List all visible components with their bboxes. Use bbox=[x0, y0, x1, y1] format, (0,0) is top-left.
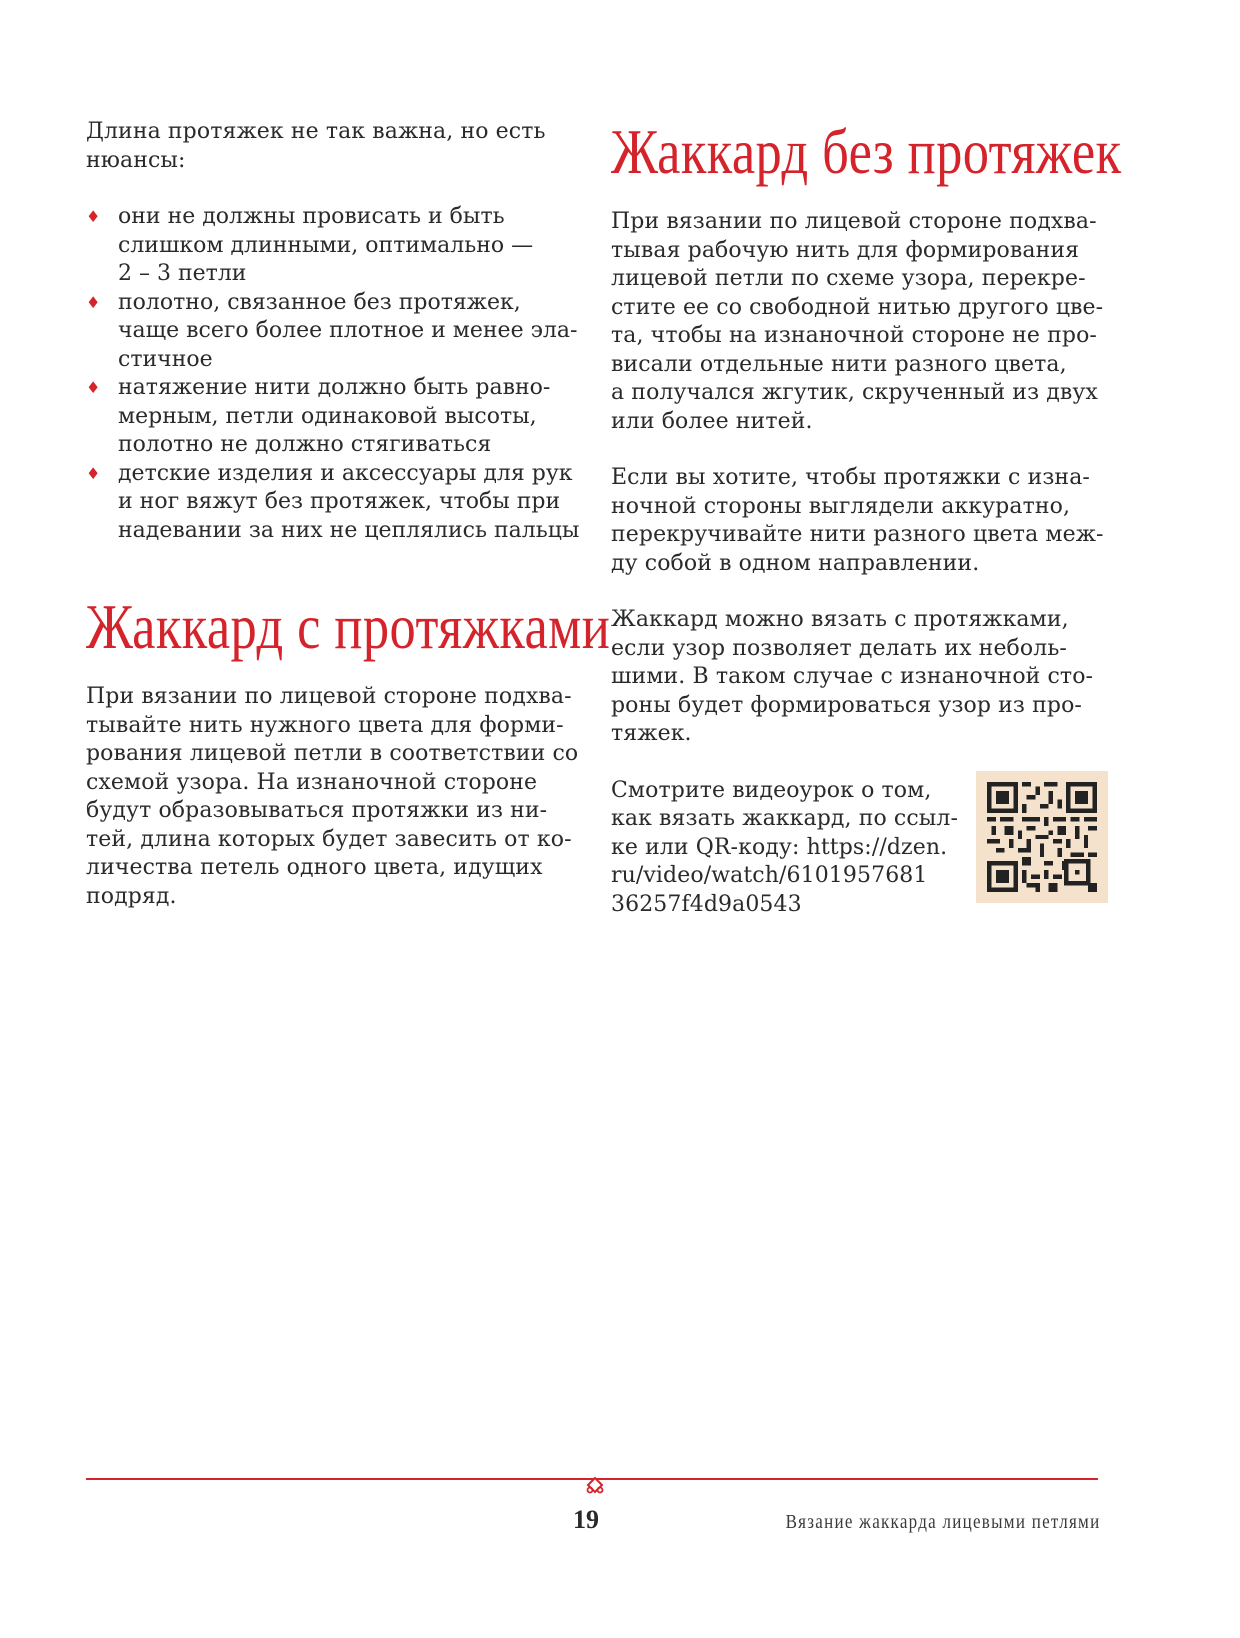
list-item: ♦ детские изделия и аксессуары для рук и ног вяжут без протяжек, чтобы при надевании за них не цеплялись пальцы bbox=[86, 460, 580, 543]
running-title: Вязание жаккарда лицевыми петлями bbox=[785, 1511, 1100, 1533]
heading-with-floats: Жаккард с протяжками bbox=[86, 591, 611, 662]
list-item: ♦ полотно, связанное без протяжек, чаще всего более плотное и менее эла- стичное bbox=[86, 289, 578, 372]
without-floats-paragraph: При вязании по лицевой стороне подхва- тывая рабочую нить для формирования лицевой петли по схеме узора, перекре- стите ее со свободной нитью другого цве- та, чтобы на изнаночной стороне не про- висали отдельные нити разного цвета, а получался жгутик, скрученный из двух или более нитей. bbox=[611, 209, 1104, 434]
list-item: ♦ они не должны провисать и быть слишком длинными, оптимально — 2 – 3 петли bbox=[86, 204, 534, 286]
qr-code[interactable] bbox=[976, 771, 1108, 903]
video-link-paragraph[interactable]: Смотрите видеоурок о том, как вязать жаккард, по ссыл- ке или QR-коду: https://dzen. ru/video/watch/6101957681 36257f4d9a0543 bbox=[611, 777, 958, 917]
with-floats-paragraph: При вязании по лицевой стороне подхва- тывайте нить нужного цвета для форми- рования лицевой петли в соответствии со схемой узора. На изнаночной стороне будут образовываться протяжки из ни- тей, длина которых будет завесить от ко- личества петель одного цвета, идущих подряд. bbox=[86, 684, 579, 909]
red-diamond-bullet-icon: ♦ bbox=[86, 207, 101, 226]
nuances-list bbox=[86, 203, 580, 545]
list-item: ♦ натяжение нити должно быть равно- мерным, петли одинаковой высоты, полотно не должно стягиваться bbox=[86, 375, 551, 457]
heading-without-floats: Жаккард без протяжек bbox=[611, 116, 1122, 187]
red-diamond-bullet-icon: ♦ bbox=[86, 463, 101, 483]
red-diamond-bullet-icon: ♦ bbox=[86, 292, 101, 312]
twist-tip-paragraph: Если вы хотите, чтобы протяжки с изна- ночной стороны выглядели аккуратно, перекручивайте нити разного цвета меж- ду собой в одном направлении. bbox=[611, 465, 1104, 576]
red-diamond-bullet-icon: ♦ bbox=[86, 378, 101, 397]
combined-paragraph: Жаккард можно вязать с протяжками, если узор позволяет делать их неболь- шими. В таком случае с изнаночной сто- роны будет формироваться узор из про- тяжек. bbox=[611, 607, 1094, 746]
knot-ornament-icon bbox=[582, 1476, 608, 1498]
left-column bbox=[86, 118, 611, 911]
page-number: 19 bbox=[573, 1505, 599, 1534]
intro-paragraph: Длина протяжек не так важна, но есть нюансы: bbox=[86, 119, 546, 173]
qr-code-icon bbox=[987, 782, 1097, 892]
